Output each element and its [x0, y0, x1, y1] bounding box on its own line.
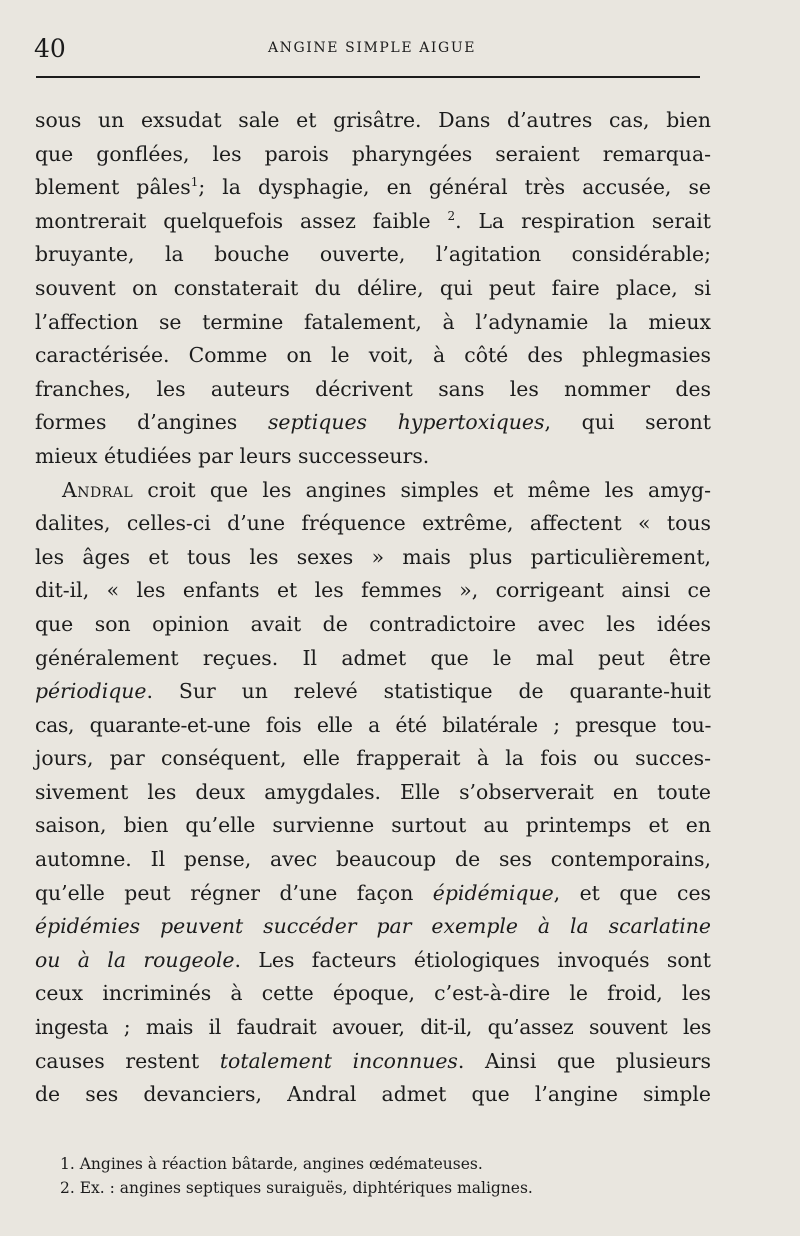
footnote: 2. Ex. : angines septiques suraiguës, diphtériques malignes. [60, 1179, 533, 1197]
text-line: sous un exsudat sale et grisâtre. Dans d’autres cas, bien [35, 108, 711, 132]
text-line: généralement reçues. Il admet que le mal peut être [35, 645, 711, 670]
italic-phrase: périodique [35, 679, 147, 704]
text-line: l’affection se termine fatalement, à l’adynamie la mieux [35, 309, 711, 334]
body-text [35, 104, 711, 1112]
text-line: ingesta ; mais il faudrait avouer, dit-il, qu’assez souvent les [35, 1015, 711, 1040]
text-line: saison, bien qu’elle survienne surtout au printemps et en [35, 813, 711, 838]
text-line: causes restent totalement inconnues. Ainsi que plusieurs [35, 1048, 711, 1073]
italic-phrase: épidémique [432, 880, 554, 905]
text-line: ou à la rougeole. Les facteurs étiologiques invoqués sont [35, 947, 711, 972]
paragraph-start: Andral croit que les angines simples et même les amyg- [62, 477, 711, 502]
text-line: blement pâles$^1$; la dysphagie, en général très accusée, se [35, 175, 711, 200]
italic-phrase: totalement inconnues [219, 1048, 458, 1073]
text-line: qu’elle peut régner d’une façon épidémique, et que ces [35, 880, 711, 905]
text-line: de ses devanciers, Andral admet que l’angine simple [35, 1082, 711, 1107]
header-rule [36, 76, 700, 78]
text-line: épidémies peuvent succéder par exemple à la scarlatine [35, 914, 711, 939]
italic-phrase: septiques hypertoxiques [267, 410, 545, 435]
footnote: 1. Angines à réaction bâtarde, angines œdémateuses. [60, 1155, 483, 1173]
text-line: dit-il, « les enfants et les femmes », corrigeant ainsi ce [35, 578, 711, 603]
text-line: franches, les auteurs décrivent sans les nommer des [35, 376, 711, 401]
text-line: souvent on constaterait du délire, qui peut faire place, si [35, 275, 711, 300]
text-line: cas, quarante-et-une fois elle a été bilatérale ; presque tou- [35, 712, 711, 737]
text-line: dalites, celles-ci d’une fréquence extrême, affectent « tous [35, 511, 711, 536]
text-line: les âges et tous les sexes » mais plus particulièrement, [35, 544, 711, 569]
footnotes [60, 1152, 700, 1200]
author-name: Andral [62, 477, 134, 502]
page-header [34, 34, 710, 66]
text-line: automne. Il pense, avec beaucoup de ses contemporains, [35, 847, 711, 872]
text-line: périodique. Sur un relevé statistique de quarante-huit [35, 679, 711, 704]
running-title: ANGINE SIMPLE AIGUE [267, 40, 477, 56]
text-line: montrerait quelquefois assez faible $^2$. La respiration serait [35, 208, 711, 233]
text-line: bruyante, la bouche ouverte, l’agitation considérable; [35, 242, 711, 267]
page-number: 40 [34, 34, 66, 63]
text-line: mieux étudiées par leurs successeurs. [35, 443, 430, 468]
text-line: jours, par conséquent, elle frapperait à la fois ou succes- [35, 746, 711, 771]
text-line: caractérisée. Comme on le voit, à côté des phlegmasies [35, 343, 711, 368]
footnote-ref: 2 [447, 208, 456, 223]
italic-phrase: ou à la rougeole [35, 947, 235, 972]
text-line: ceux incriminés à cette époque, c’est-à-dire le froid, les [35, 981, 711, 1006]
text-line: sivement les deux amygdales. Elle s’observerait en toute [35, 779, 711, 804]
footnote-ref: 1 [190, 175, 199, 190]
text-line: formes d’angines septiques hypertoxiques, qui seront [35, 410, 711, 435]
text-line: que gonflées, les parois pharyngées seraient remarqua- [35, 141, 711, 166]
text-line: que son opinion avait de contradictoire avec les idées [35, 611, 711, 636]
